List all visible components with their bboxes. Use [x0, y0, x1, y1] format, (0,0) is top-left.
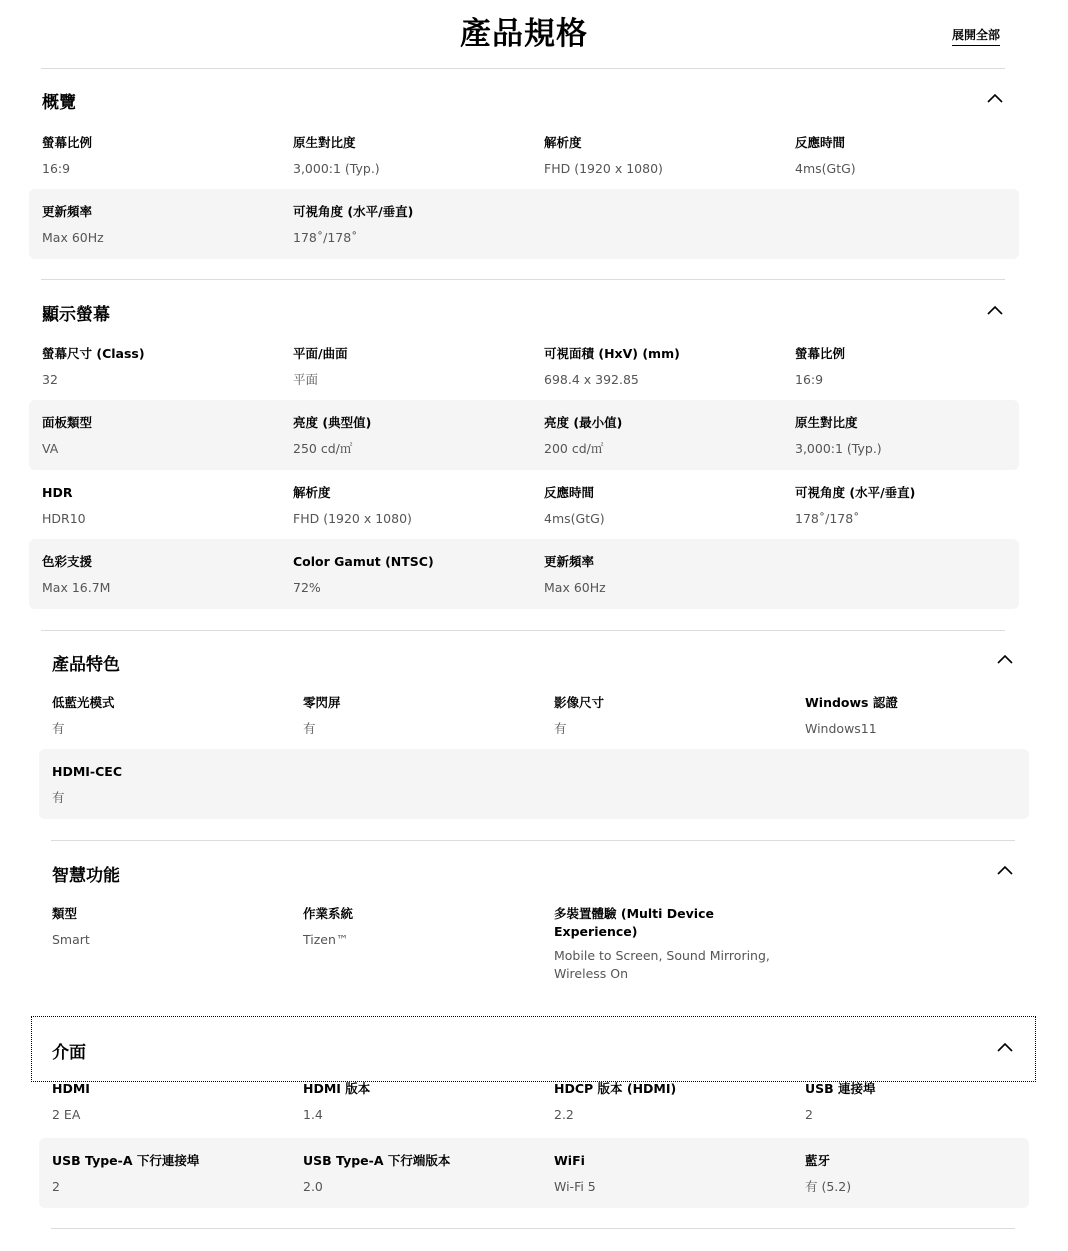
spec-label: 解析度: [544, 135, 582, 150]
spec-label: 原生對比度: [293, 135, 356, 150]
spec-row: [39, 680, 1029, 750]
spec-label: 螢幕尺寸 (Class): [42, 346, 145, 361]
section-title[interactable]: 概覽: [42, 93, 76, 113]
spec-value: 2.0: [303, 1179, 323, 1194]
spec-value: 3,000:1 (Typ.): [795, 441, 882, 456]
section-title[interactable]: 智慧功能: [52, 866, 120, 886]
spec-label: 多裝置體驗 (Multi Device Experience): [554, 906, 714, 939]
spec-label: HDR: [42, 485, 73, 500]
spec-value: 2.2: [554, 1107, 574, 1122]
spec-value: FHD (1920 x 1080): [293, 511, 412, 526]
spec-value: 4ms(GtG): [795, 161, 856, 176]
spec-value: 2: [52, 1179, 60, 1194]
spec-value: Tizen™: [303, 932, 349, 947]
spec-label: 色彩支援: [42, 554, 93, 569]
spec-value: 16:9: [42, 161, 71, 176]
spec-value: 16:9: [795, 372, 824, 387]
spec-label: 可視角度 (水平/垂直): [293, 204, 414, 219]
spec-value: 178˚/178˚: [795, 511, 860, 526]
spec-label: HDCP 版本 (HDMI): [554, 1081, 677, 1096]
section-title[interactable]: 顯示螢幕: [42, 305, 110, 325]
spec-value: Wi-Fi 5: [554, 1179, 596, 1194]
spec-label: 作業系統: [303, 906, 354, 921]
spec-label: 解析度: [293, 485, 331, 500]
spec-row: [29, 470, 1019, 540]
spec-label: 可視角度 (水平/垂直): [795, 485, 916, 500]
section-divider: [41, 630, 1005, 631]
spec-value: 2 EA: [52, 1107, 81, 1122]
spec-value: 698.4 x 392.85: [544, 372, 639, 387]
spec-label: 低藍光模式: [52, 695, 115, 710]
section-title[interactable]: 介面: [52, 1043, 86, 1063]
page-title: 產品規格: [460, 16, 588, 52]
spec-label: 影像尺寸: [554, 695, 605, 710]
spec-label: 螢幕比例: [42, 135, 93, 150]
spec-label: 零閃屏: [303, 695, 341, 710]
spec-row: [39, 749, 1029, 819]
section-overview: [0, 68, 1068, 268]
spec-label: 反應時間: [795, 135, 846, 150]
spec-label: USB 連接埠: [805, 1081, 876, 1096]
spec-value: Smart: [52, 932, 90, 947]
spec-value: 有: [52, 721, 65, 736]
spec-label: 面板類型: [42, 415, 93, 430]
spec-value: 2: [805, 1107, 813, 1122]
spec-value: Max 60Hz: [42, 230, 104, 245]
chevron-up-icon[interactable]: [986, 302, 1004, 320]
spec-value: 72%: [293, 580, 321, 595]
spec-value: 178˚/178˚: [293, 230, 358, 245]
spec-value: Windows11: [805, 721, 877, 736]
section-title[interactable]: 產品特色: [52, 655, 120, 675]
spec-label: HDMI-CEC: [52, 764, 123, 779]
spec-value: FHD (1920 x 1080): [544, 161, 663, 176]
expand-all-button[interactable]: 展開全部: [952, 26, 1000, 46]
spec-row: [29, 189, 1019, 259]
spec-value: 3,000:1 (Typ.): [293, 161, 380, 176]
spec-label: USB Type-A 下行連接埠: [52, 1153, 200, 1168]
section-smart: [0, 840, 1068, 1010]
chevron-up-icon[interactable]: [996, 862, 1014, 880]
spec-label: 亮度 (最小值): [544, 415, 623, 430]
spec-label: HDMI: [52, 1081, 90, 1096]
spec-label: Color Gamut (NTSC): [293, 554, 434, 569]
spec-value: Max 16.7M: [42, 580, 111, 595]
spec-value: 32: [42, 372, 58, 387]
spec-row: [29, 120, 1019, 190]
spec-value: 平面: [293, 372, 319, 387]
spec-label: 反應時間: [544, 485, 595, 500]
spec-value: 有: [52, 790, 65, 805]
spec-label: 藍牙: [805, 1153, 831, 1168]
spec-label: HDMI 版本: [303, 1081, 371, 1096]
spec-label: 平面/曲面: [293, 346, 348, 361]
section-divider: [51, 1228, 1015, 1229]
spec-value: 4ms(GtG): [544, 511, 605, 526]
section-display: [0, 279, 1068, 619]
spec-label: USB Type-A 下行端版本: [303, 1153, 451, 1168]
spec-value: 有 (5.2): [805, 1179, 852, 1194]
spec-value: Max 60Hz: [544, 580, 606, 595]
spec-label: 原生對比度: [795, 415, 858, 430]
section-divider: [51, 840, 1015, 841]
spec-value: 250 cd/㎡: [293, 441, 353, 456]
spec-label: 螢幕比例: [795, 346, 846, 361]
section-divider: [41, 279, 1005, 280]
spec-label: WiFi: [554, 1153, 585, 1168]
spec-value: HDR10: [42, 511, 86, 526]
spec-row: [29, 400, 1019, 470]
spec-row: [29, 331, 1019, 401]
spec-label: Windows 認證: [805, 695, 898, 710]
section-divider: [41, 68, 1005, 69]
spec-label: 可視面積 (HxV) (mm): [544, 346, 680, 361]
spec-label: 類型: [52, 906, 78, 921]
spec-row: [29, 539, 1019, 609]
spec-label: 更新頻率: [544, 554, 595, 569]
focus-outline: [31, 1016, 1036, 1082]
spec-value: VA: [42, 441, 59, 456]
chevron-up-icon[interactable]: [986, 90, 1004, 108]
spec-row: [39, 1138, 1029, 1208]
spec-row: [39, 891, 1029, 991]
spec-value: Mobile to Screen, Sound Mirroring, Wireless On: [554, 948, 770, 981]
spec-value: 有: [554, 721, 567, 736]
spec-value: 200 cd/㎡: [544, 441, 604, 456]
section-features: [0, 630, 1068, 830]
spec-label: 亮度 (典型值): [293, 415, 372, 430]
spec-value: 1.4: [303, 1107, 323, 1122]
spec-label: 更新頻率: [42, 204, 93, 219]
spec-value: 有: [303, 721, 316, 736]
chevron-up-icon[interactable]: [996, 651, 1014, 669]
